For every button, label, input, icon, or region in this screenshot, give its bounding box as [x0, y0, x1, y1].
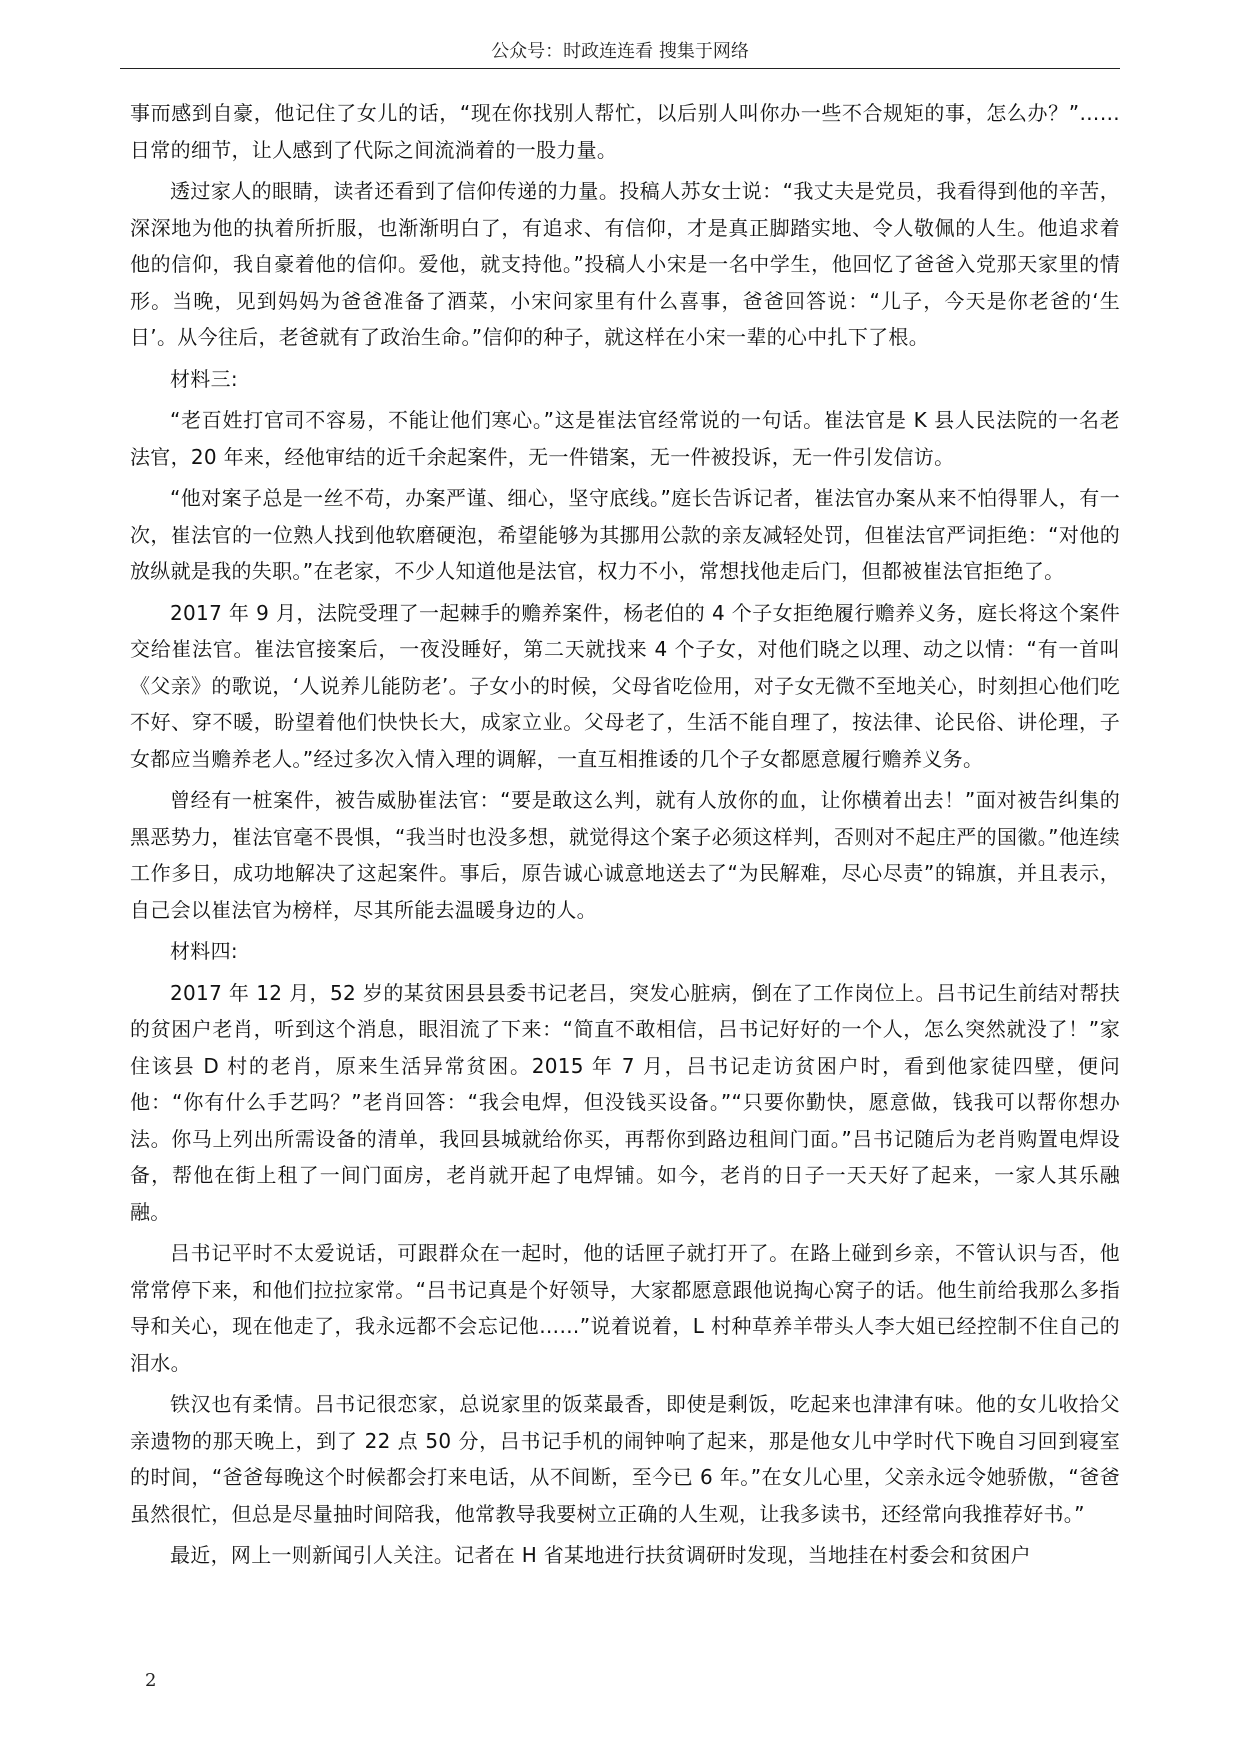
page-number: 2: [145, 1670, 157, 1691]
paragraph-secretary-lv: 2017 年 12 月，52 岁的某贫困县县委书记老吕，突发心脏病，倒在了工作岗位上。吕书记生前结对帮扶的贫困户老肖，听到这个消息，眼泪流了下来：“简直不敢相信，吕书记好好的一个人，怎么突然就没了！”家住该县 D 村的老肖，原来生活异常贫困。2015 年 7 月，吕书记走访贫困户时，看到他家徒四壁，便问他：“你有什么手艺吗？”老肖回答：“我会电焊，但没钱买设备。”“只要你勤快，愿意做，钱我可以帮你想办法。你马上列出所需设备的清单，我回县城就给你买，再帮你到路边租间门面。”吕书记随后为老肖购置电焊设备，帮他在街上租了一间门面房，老肖就开起了电焊铺。如今，老肖的日子一天天好了起来，一家人其乐融融。: [130, 980, 1120, 1224]
paragraph-faith: 透过家人的眼睛，读者还看到了信仰传递的力量。投稿人苏女士说：“我丈夫是党员，我看得到他的辛苦，深深地为他的执着所折服，也渐渐明白了，有追求、有信仰，才是真正脚踏实地、令人敬佩的人生。他追求着他的信仰，我自豪着他的信仰。爱他，就支持他。”投稿人小宋是一名中学生，他回忆了爸爸入党那天家里的情形。当晚，见到妈妈为爸爸准备了酒菜，小宋问家里有什么喜事，爸爸回答说：“儿子，今天是你老爸的‘生日’。从今往后，老爸就有了政治生命。”信仰的种子，就这样在小宋一辈的心中扎下了根。: [130, 179, 1120, 349]
paragraph-secretary-people: 吕书记平时不太爱说话，可跟群众在一起时，他的话匣子就打开了。在路上碰到乡亲，不管认识与否，他常常停下来，和他们拉拉家常。“吕书记真是个好领导，大家都愿意跟他说掏心窝子的话。他生前给我那么多指导和关心，现在他走了，我永远都不会忘记他……”说着说着，L 村种草养羊带头人李大姐已经控制不住自己的泪水。: [130, 1241, 1120, 1375]
section-heading-material-4: 材料四:: [170, 939, 238, 963]
document-body: [130, 95, 1120, 1579]
paragraph-threat-case: 曾经有一桩案件，被告威胁崔法官：“要是敢这么判，就有人放你的血，让你横着出去！”面对被告纠集的黑恶势力，崔法官毫不畏惧，“我当时也没多想，就觉得这个案子必须这样判，否则对不起庄严的国徽。”他连续工作多日，成功地解决了这起案件。事后，原告诚心诚意地送去了“为民解难，尽心尽责”的锦旗，并且表示，自己会以崔法官为榜样，尽其所能去温暖身边的人。: [130, 788, 1120, 922]
section-heading-material-3: 材料三:: [170, 366, 238, 391]
paragraph-secretary-family: 铁汉也有柔情。吕书记很恋家，总说家里的饭菜最香，即使是剩饭，吃起来也津津有味。他的女儿收拾父亲遗物的那天晚上，到了 22 点 50 分，吕书记手机的闹钟响了起来，那是他女儿中学时代下晚自习回到寝室的时间，“爸爸每晚这个时候都会打来电话，从不间断，至今已 6 年。”在女儿心里，父亲永远令她骄傲，“爸爸虽然很忙，但总是尽量抽时间陪我，他常教导我要树立正确的人生观，让我多读书，还经常向我推荐好书。”: [130, 1392, 1120, 1526]
header-text: 公众号：时政连连看 搜集于网络: [491, 41, 749, 62]
page-header: [120, 40, 1120, 69]
paragraph-judge-integrity: “他对案子总是一丝不苟，办案严谨、细心，坚守底线。”庭长告诉记者，崔法官办案从来不怕得罪人，有一次，崔法官的一位熟人找到他软磨硬泡，希望能够为其挪用公款的亲友减轻处罚，但崔法官严词拒绝：“对他的放纵就是我的失职。”在老家，不少人知道他是法官，权力不小，常想找他走后门，但都被崔法官拒绝了。: [130, 486, 1120, 583]
paragraph-continuation: 事而感到自豪，他记住了女儿的话，“现在你找别人帮忙，以后别人叫你办一些不合规矩的事，怎么办？”……日常的细节，让人感到了代际之间流淌着的一股力量。: [130, 101, 1120, 162]
paragraph-support-case: 2017 年 9 月，法院受理了一起棘手的赡养案件，杨老伯的 4 个子女拒绝履行赡养义务，庭长将这个案件交给崔法官。崔法官接案后，一夜没睡好，第二天就找来 4 个子女，对他们晓之以理、动之以情：“有一首叫《父亲》的歌说，‘人说养儿能防老’。子女小的时候，父母省吃俭用，对子女无微不至地关心，时刻担心他们吃不好、穿不暖，盼望着他们快快长大，成家立业。父母老了，生活不能自理了，按法律、论民俗、讲伦理，子女都应当赡养老人。”经过多次入情入理的调解，一直互相推诿的几个子女都愿意履行赡养义务。: [130, 600, 1120, 771]
paragraph-judge-intro: “老百姓打官司不容易，不能让他们寒心。”这是崔法官经常说的一句话。崔法官是 K 县人民法院的一名老法官，20 年来，经他审结的近千余起案件，无一件错案，无一件被投诉，无一件引发信访。: [130, 408, 1120, 469]
paragraph-news: 最近，网上一则新闻引人关注。记者在 H 省某地进行扶贫调研时发现，当地挂在村委会和贫困户: [170, 1543, 1031, 1567]
